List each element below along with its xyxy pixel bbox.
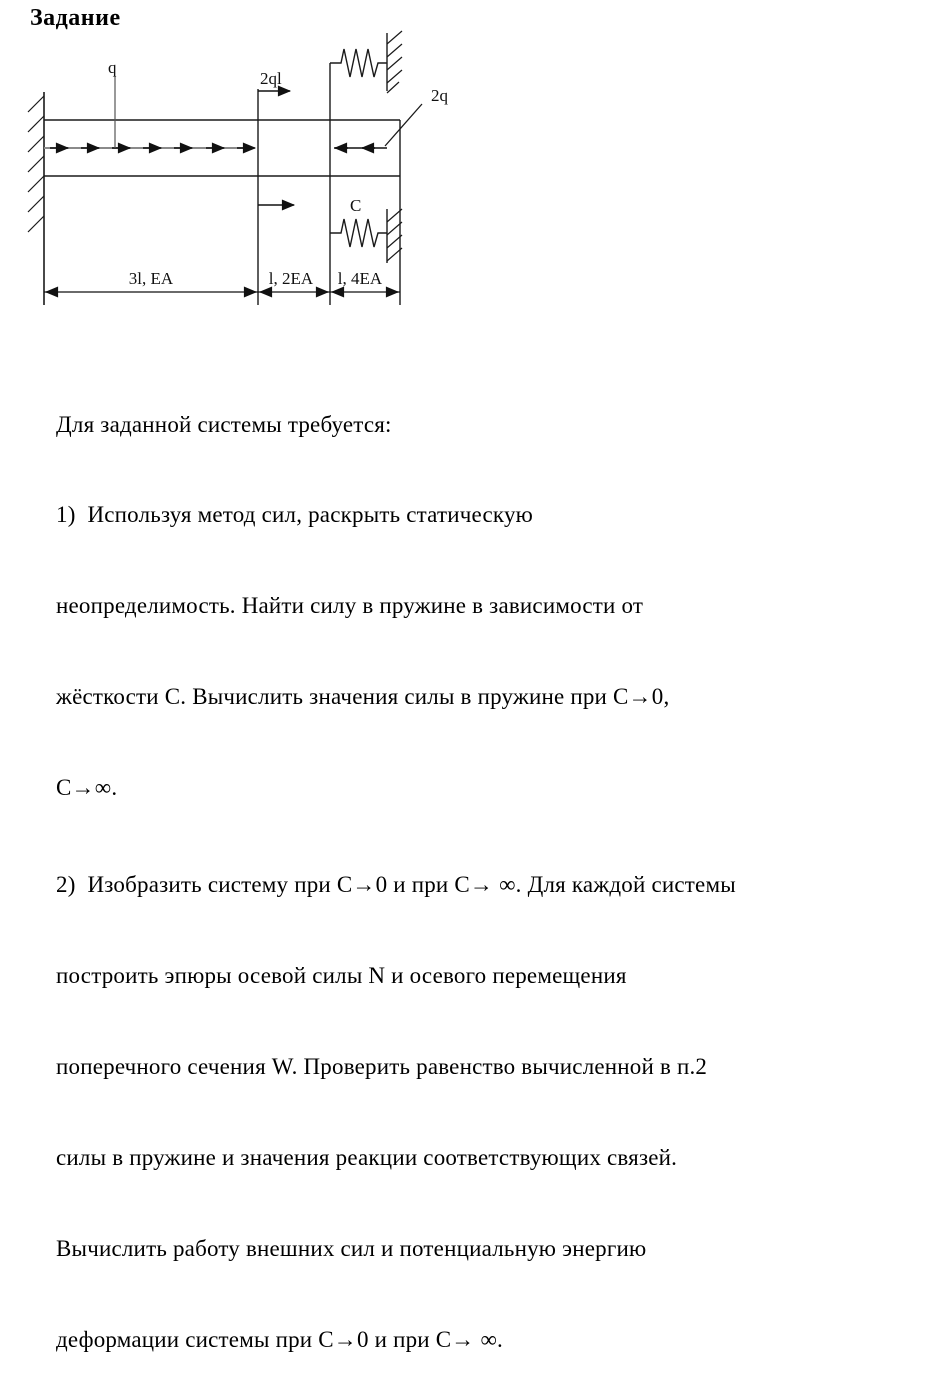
task-line: С→∞. [56,775,118,801]
load-2q-arrows [334,86,449,148]
system-diagram [0,0,460,322]
spring-c-label: C [350,196,362,215]
task-intro-line: Для заданной системы требуется: [56,411,392,437]
dim-label-3l-ea: 3l, EA [128,269,174,288]
force-2ql-arrow [258,69,290,91]
task-line: силы в пружине и значения реакции соответствующих связей. [56,1144,678,1170]
task-line: деформации системы при С→0 и при С→ ∞. [56,1326,503,1352]
spring-top [330,31,402,93]
task-line: 1) Используя метод сил, раскрыть статическую [56,502,534,528]
task-line: жёсткости С. Вычислить значения силы в пружине при С→0, [56,684,670,710]
force-2ql-label: 2ql [260,69,282,88]
load-2q-label: 2q [431,86,448,105]
dim-label-l-2ea: l, 2EA [268,269,314,288]
distributed-load-label: q [108,58,117,77]
task-line: 2) Изобразить систему при С→0 и при С→ ∞. Для каждой системы [56,872,736,898]
task-description [56,349,906,1385]
task-line: поперечного сечения W. Проверить равенство вычисленной в п.2 [56,1053,708,1079]
dim-label-l-4ea: l, 4EA [337,269,383,288]
task-line: неопределимость. Найти силу в пружине в зависимости от [56,593,644,619]
task-line: построить эпюры осевой силы N и осевого перемещения [56,962,627,988]
fixed-support-left [28,92,44,305]
page-title: Задание [30,5,121,31]
dimension-lines [44,269,400,292]
spring-c [330,196,402,263]
distributed-load-arrows [44,58,255,148]
task-line: Вычислить работу внешних сил и потенциальную энергию [56,1235,647,1261]
